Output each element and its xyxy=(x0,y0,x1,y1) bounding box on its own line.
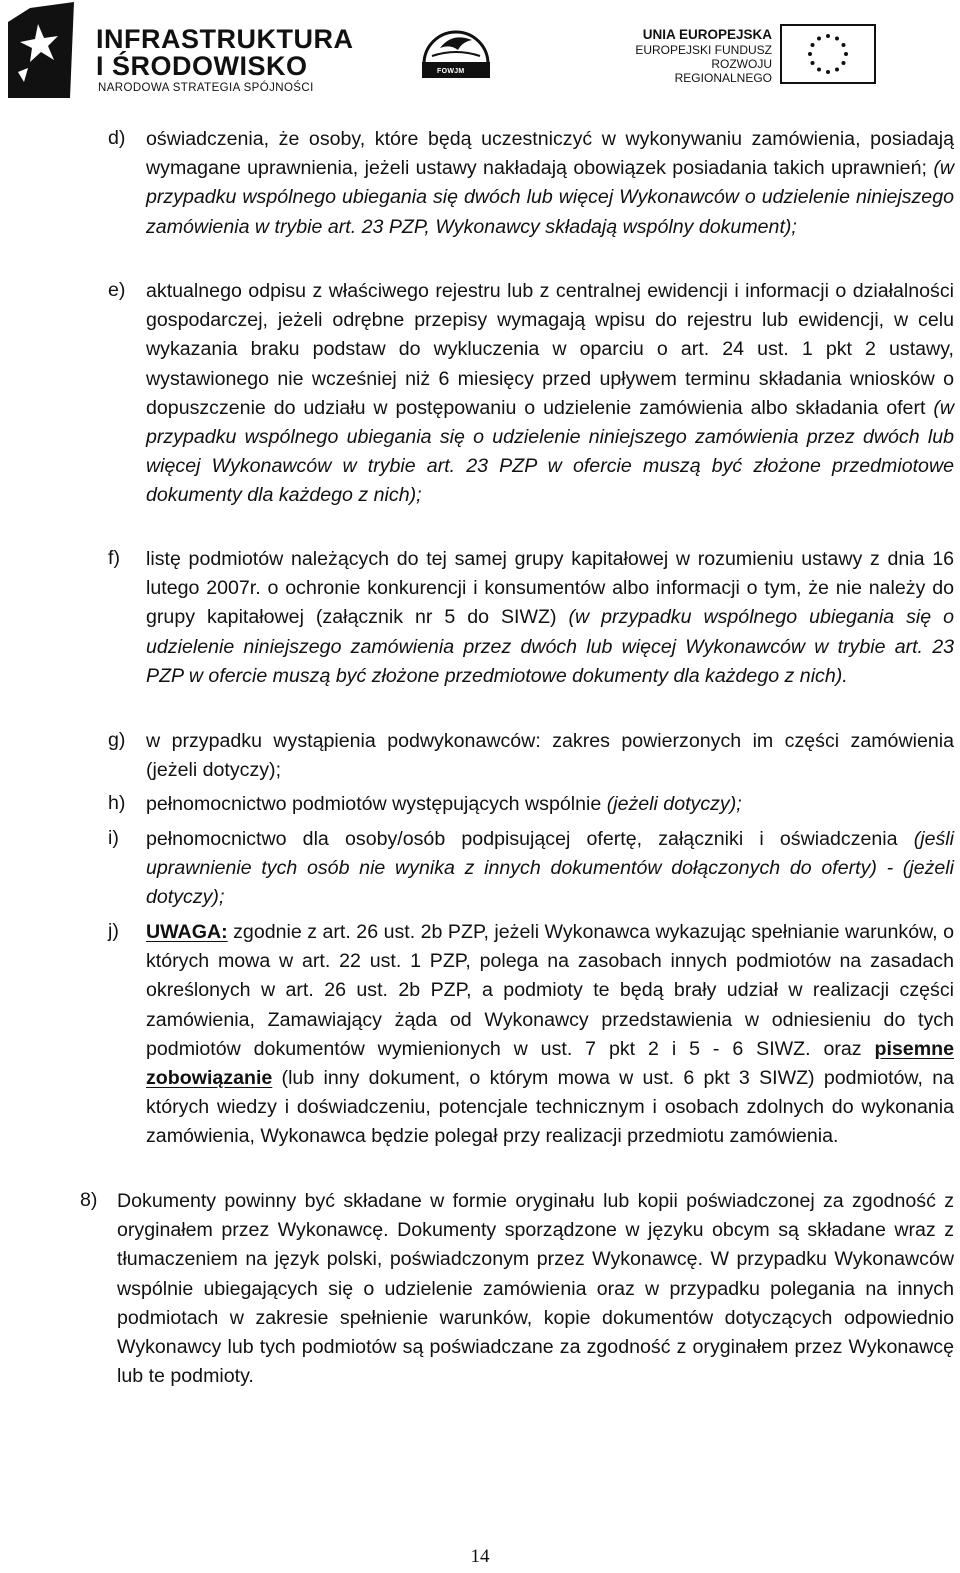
logo-line-2: I ŚRODOWISKO xyxy=(96,51,308,81)
item-text: pełnomocnictwo dla osoby/osób podpisującej ofertę, załączniki i oświadczenia (jeśli uprawnienie tych osób nie wynika z innych dokumentów dołączonych do oferty) - (jeżeli dotyczy); xyxy=(146,828,954,909)
item-label: j) xyxy=(108,920,119,942)
point-label: 8) xyxy=(80,1189,98,1211)
point-text: Dokumenty powinny być składane w formie oryginału lub kopii poświadczonej za zgodność z oryginałem przez Wykonawcę. Dokumenty sporządzone w języku obcym są składane wraz z tłumaczeniem na język polski, poświadczonym przez Wykonawcę. W przypadku Wykonawców wspólnie ubiegających się o udzielenie zamówienia oraz w przypadku polegania na innych podmiotach w zakresie spełnienie warunków, kopie dokumentów dotyczących odpowiednio Wykonawcy lub tych podmiotów są poświadczane za zgodność z oryginałem przez Wykonawcę lub te podmioty. xyxy=(117,1190,954,1388)
pisemne-zobowiazanie: pisemne zobowiązanie xyxy=(146,1037,954,1090)
page-header xyxy=(0,0,960,105)
page-number: 14 xyxy=(470,1546,490,1567)
item-label: i) xyxy=(108,827,119,849)
eu-line-2: EUROPEJSKI FUNDUSZ xyxy=(635,43,772,57)
item-text: oświadczenia, że osoby, które będą uczestniczyć w wykonywaniu zamówienia, posiadają wymagane uprawnienia, jeżeli ustawy nakładają obowiązek posiadania takich uprawnień; (w przypadku wspólnego ubiegania się dwóch lub więcej Wykonawców o udzielenie niniejszego zamówienia w trybie art. 23 PZP, Wykonawcy składają wspólny dokument); xyxy=(146,128,954,238)
item-text: pełnomocnictwo podmiotów występujących wspólnie (jeżeli dotyczy); xyxy=(146,793,742,815)
eu-flag-icon xyxy=(780,24,876,84)
eu-line-1: UNIA EUROPEJSKA xyxy=(642,27,772,42)
item-label: h) xyxy=(108,792,126,814)
logo-line-1: INFRASTRUKTURA xyxy=(96,24,354,54)
star-figure-icon xyxy=(4,2,76,98)
item-label: d) xyxy=(108,127,126,149)
logo-line-3: NARODOWA STRATEGIA SPÓJNOŚCI xyxy=(98,82,314,94)
fowjm-logo xyxy=(422,18,492,84)
item-label: g) xyxy=(108,729,126,751)
uwaga-label: UWAGA: xyxy=(146,921,228,943)
item-label: f) xyxy=(108,547,120,569)
item-text: aktualnego odpisu z właściwego rejestru lub z centralnej ewidencji i informacji o działalności gospodarczej, jeżeli odrębne przepisy wymagają wpisu do rejestru lub ewidencji, w celu wykazania braku podstaw do wykluczenia w oparciu o art. 24 ust. 1 pkt 2 ustawy, wystawionego nie wcześniej niż 6 miesięcy przed upływem terminu składania wniosków o dopuszczenie do udziału w postępowaniu o udzielenie zamówienia albo składania ofert (w przypadku wspólnego ubiegania się o udzielenie niniejszego zamówienia przez dwóch lub więcej Wykonawców w trybie art. 23 PZP w ofercie muszą być złożone przedmiotowe dokumenty dla każdego z nich); xyxy=(146,280,954,507)
eu-line-3: ROZWOJU REGIONALNEGO xyxy=(674,57,772,85)
item-text: UWAGA: zgodnie z art. 26 ust. 2b PZP, jeżeli Wykonawca wykazując spełnianie warunków, o których mowa w art. 22 ust. 1 PZP, polega na zasobach innych podmiotów na zasadach określonych w art. 26 ust. 2b PZP, a podmioty te będą brały udział w realizacji części zamówienia, Zamawiający żąda od Wykonawcy przedstawienia w odniesieniu do tych podmiotów dokumentów wymienionych w ust. 7 pkt 2 i 5 - 6 SIWZ. oraz pisemne zobowiązanie (lub inny dokument, o którym mowa w ust. 6 pkt 3 SIWZ) podmiotów, na których wiedzy i doświadczeniu, potencjale technicznym i osobach zdolnych do wykonania zamówienia, Wykonawca będzie polegał przy realizacji przedmiotu zamówienia. xyxy=(146,921,954,1148)
item-text: w przypadku wystąpienia podwykonawców: zakres powierzonych im części zamówienia (jeżeli dotyczy); xyxy=(146,730,954,782)
eu-fund-logo xyxy=(612,24,880,86)
item-text: listę podmiotów należących do tej samej grupy kapitałowej w rozumieniu ustawy z dnia 16 lutego 2007r. o ochronie konkurencji i konsumentów albo informacji o tym, że nie należy do grupy kapitałowej (załącznik nr 5 do SIWZ) (w przypadku wspólnego ubiegania się o udzielenie niniejszego zamówienia przez dwóch lub więcej Wykonawców w trybie art. 23 PZP w ofercie muszą być złożone przedmiotowe dokumenty dla każdego z nich). xyxy=(146,548,954,687)
infrastruktura-srodowisko-logo xyxy=(4,2,354,98)
item-label: e) xyxy=(108,279,126,301)
fowjm-label: FOWJM xyxy=(437,68,465,75)
